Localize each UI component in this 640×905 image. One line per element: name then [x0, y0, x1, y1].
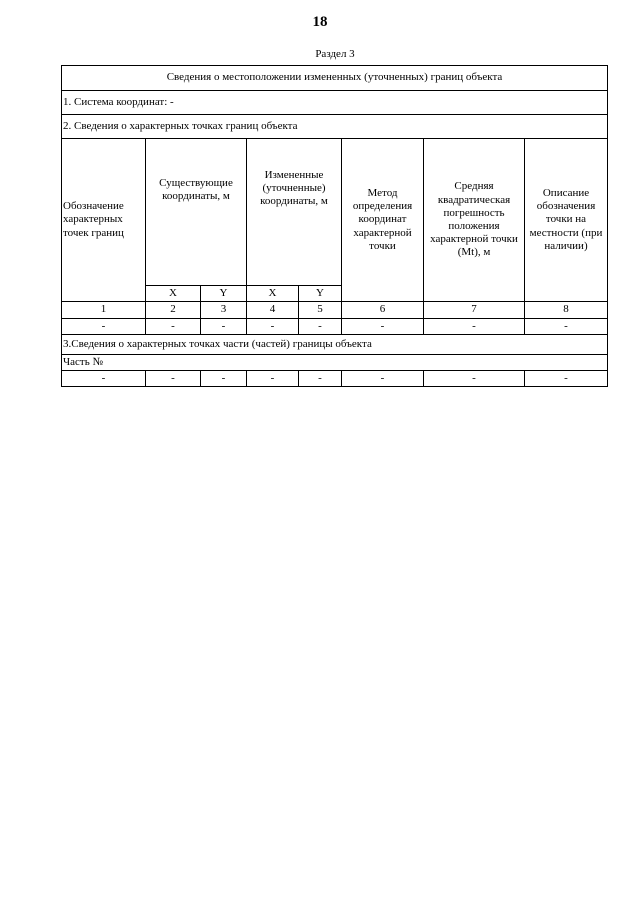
header-method: Метод определения координат характерной точки: [342, 139, 424, 302]
column-number: 8: [525, 302, 608, 319]
table-cell: -: [62, 319, 146, 335]
table-cell: -: [424, 371, 525, 387]
table-cell: -: [62, 371, 146, 387]
header-existing-x: X: [146, 286, 201, 302]
header-existing-coords: Существующие координаты, м: [146, 139, 247, 286]
header-changed-x: X: [247, 286, 299, 302]
column-number: 4: [247, 302, 299, 319]
table-cell: -: [201, 371, 247, 387]
table-cell: -: [299, 371, 342, 387]
header-description: Описание обозначения точки на местности (при наличии): [525, 139, 608, 302]
table-cell: -: [201, 319, 247, 335]
boundary-points-heading: 2. Сведения о характерных точках границ объекта: [62, 115, 608, 139]
table-cell: -: [247, 319, 299, 335]
section-label: Раздел 3: [315, 48, 355, 60]
table-cell: -: [299, 319, 342, 335]
table-cell: -: [525, 319, 608, 335]
boundary-table: [61, 65, 608, 387]
table-cell: -: [525, 371, 608, 387]
header-rms-error: Средняя квадратическая погрешность положения характерной точки (Mt), м: [424, 139, 525, 302]
header-changed-y: Y: [299, 286, 342, 302]
part-points-heading: 3.Сведения о характерных точках части (частей) границы объекта: [62, 335, 608, 355]
table-cell: -: [424, 319, 525, 335]
header-designation: Обозначение характерных точек границ: [62, 139, 146, 302]
table-cell: -: [146, 319, 201, 335]
column-number: 5: [299, 302, 342, 319]
table-cell: -: [342, 371, 424, 387]
table-cell: -: [247, 371, 299, 387]
column-number: 6: [342, 302, 424, 319]
column-number: 1: [62, 302, 146, 319]
table-cell: -: [342, 319, 424, 335]
column-number: 7: [424, 302, 525, 319]
header-changed-coords: Измененные (уточненные) координаты, м: [247, 139, 342, 286]
coordinate-system-row: 1. Система координат: -: [62, 91, 608, 115]
part-number-label: Часть №: [62, 355, 608, 371]
table-cell: -: [146, 371, 201, 387]
header-existing-y: Y: [201, 286, 247, 302]
column-number: 2: [146, 302, 201, 319]
column-number: 3: [201, 302, 247, 319]
page-number: 18: [312, 14, 328, 30]
table-title: Сведения о местоположении измененных (уточненных) границ объекта: [62, 66, 608, 91]
